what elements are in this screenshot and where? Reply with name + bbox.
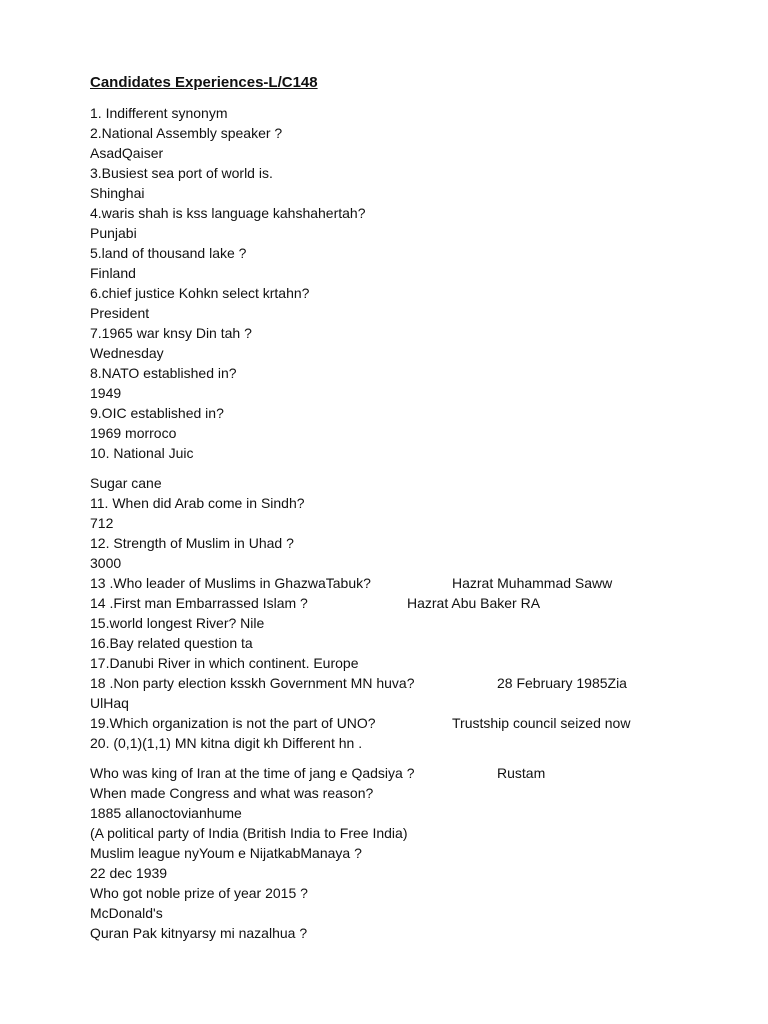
text-line: 22 dec 1939 — [90, 865, 168, 881]
text-line: 12. Strength of Muslim in Uhad ? — [90, 535, 294, 551]
text-line: Muslim league nyYoum e NijatkabManaya ? — [90, 845, 362, 861]
text-line: Sugar cane — [90, 475, 162, 491]
text-line: Finland — [90, 265, 136, 281]
text-line: 10. National Juic — [90, 445, 194, 461]
text-line: Who got noble prize of year 2015 ? — [90, 885, 308, 901]
answer-text: Hazrat Muhammad Saww — [452, 575, 613, 591]
text-line: President — [90, 305, 150, 321]
text-line: 1885 allanoctovianhume — [90, 805, 242, 821]
text-line: Wednesday — [90, 345, 164, 361]
answer-text: Hazrat Abu Baker RA — [407, 595, 541, 611]
text-line: Quran Pak kitnyarsy mi nazalhua ? — [90, 925, 308, 941]
text-line: 11. When did Arab come in Sindh? — [90, 495, 305, 511]
document-title: Candidates Experiences-L/C148 — [90, 74, 318, 91]
text-line: Shinghai — [90, 185, 145, 201]
text-line: 712 — [90, 515, 114, 531]
text-line: 4.waris shah is kss language kahshahertah? — [90, 205, 366, 221]
answer-text: Trustship council seized now — [452, 715, 631, 731]
text-line: 6.chief justice Kohkn select krtahn? — [90, 285, 310, 301]
text-line: 9.OIC established in? — [90, 405, 224, 421]
text-line: 3.Busiest sea port of world is. — [90, 165, 273, 181]
text-line: (A political party of India (British India to Free India) — [90, 825, 408, 841]
answer-text: 28 February 1985Zia — [497, 675, 627, 691]
text-line: 8.NATO established in? — [90, 365, 237, 381]
text-line: Who was king of Iran at the time of jang e Qadsiya ? — [90, 765, 415, 781]
text-line: 1949 — [90, 385, 122, 401]
text-line: 13 .Who leader of Muslims in GhazwaTabuk? — [90, 575, 371, 591]
text-line: 14 .First man Embarrassed Islam ? — [90, 595, 308, 611]
text-line: AsadQaiser — [90, 145, 164, 161]
text-line: McDonald's — [90, 905, 163, 921]
answer-text: Rustam — [497, 765, 546, 781]
text-line: 17.Danubi River in which continent. Europe — [90, 655, 359, 671]
text-line: 1969 morroco — [90, 425, 177, 441]
text-line: 18 .Non party election ksskh Government MN huva? — [90, 675, 415, 691]
text-line: 5.land of thousand lake ? — [90, 245, 247, 261]
text-line: 19.Which organization is not the part of UNO? — [90, 715, 376, 731]
text-line: UlHaq — [90, 695, 129, 711]
text-line: 15.world longest River? Nile — [90, 615, 265, 631]
text-line: When made Congress and what was reason? — [90, 785, 374, 801]
text-line: 1. Indifferent synonym — [90, 105, 228, 121]
text-line: 3000 — [90, 555, 122, 571]
text-line: Punjabi — [90, 225, 137, 241]
text-line: 2.National Assembly speaker ? — [90, 125, 283, 141]
text-line: 16.Bay related question ta — [90, 635, 253, 651]
text-line: 7.1965 war knsy Din tah ? — [90, 325, 252, 341]
text-line: 20. (0,1)(1,1) MN kitna digit kh Different hn . — [90, 735, 363, 751]
